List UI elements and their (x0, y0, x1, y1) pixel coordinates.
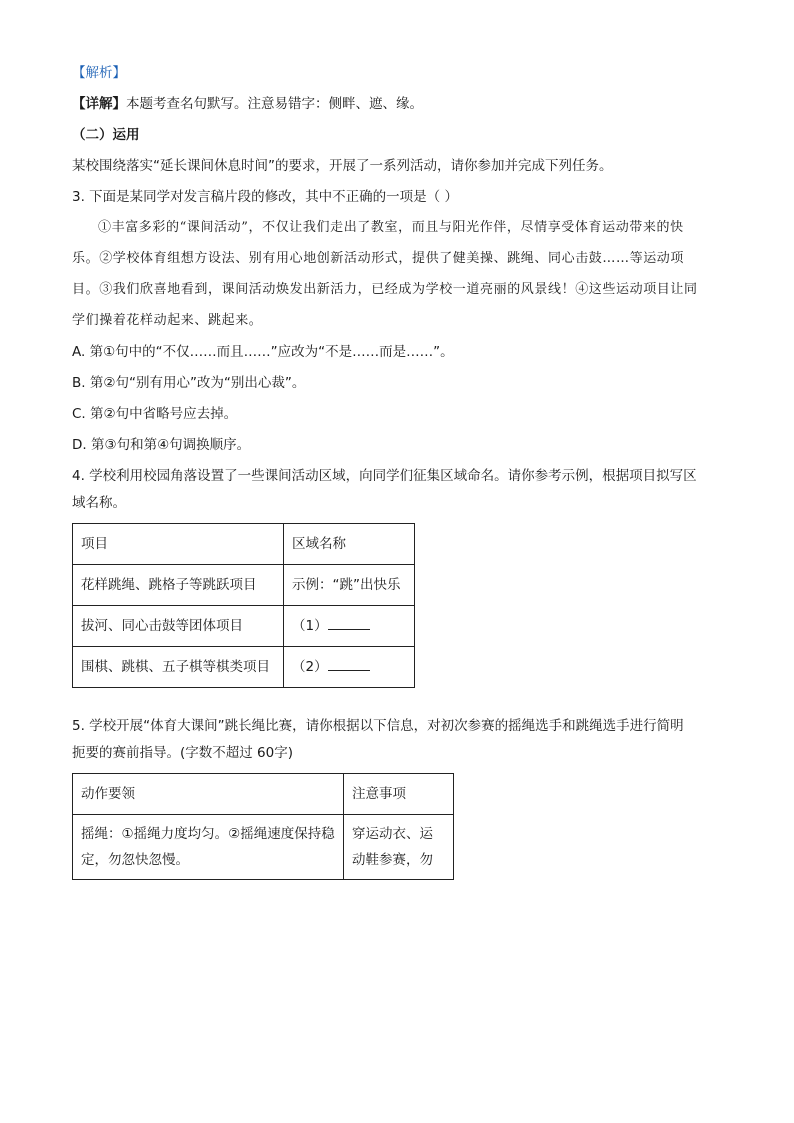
table-row (73, 815, 454, 880)
cell-project: 花样跳绳、跳格子等跳跃项目 (73, 565, 284, 606)
table-header-row (73, 524, 415, 565)
blank-number: （1） (292, 618, 328, 634)
rope-guidance-table (72, 773, 454, 880)
cell-action: 摇绳：①摇绳力度均匀。②摇绳速度保持稳定，勿忽快忽慢。 (73, 815, 344, 880)
detail-paragraph (72, 93, 732, 115)
option-c: C. 第②句中省略号应去掉。 (72, 406, 238, 422)
cell-area-blank-1 (284, 606, 415, 647)
question-3-passage (72, 217, 732, 332)
header-action: 动作要领 (73, 774, 344, 815)
question-4-stem-line2: 域名称。 (72, 495, 126, 511)
table-header-row (73, 774, 454, 815)
header-project: 项目 (73, 524, 284, 565)
area-naming-table (72, 523, 415, 688)
passage-line: 学们操着花样动起来、跳起来。 (72, 313, 263, 328)
question-5-stem-line2: 扼要的赛前指导。(字数不超过 60字) (72, 745, 294, 761)
header-area-name: 区域名称 (284, 524, 415, 565)
cell-project: 围棋、跳棋、五子棋等棋类项目 (73, 647, 284, 688)
analysis-tag: 【解析】 (72, 65, 126, 81)
table-row (73, 606, 415, 647)
option-d: D. 第③句和第④句调换顺序。 (72, 437, 251, 453)
question-5-stem-line1: 5. 学校开展“体育大课间”跳长绳比赛，请你根据以下信息，对初次参赛的摇绳选手和跳绳选手进行简明 (72, 718, 684, 734)
answer-blank[interactable] (328, 654, 370, 671)
cell-notes: 穿运动衣、运动鞋参赛，勿 (344, 815, 454, 880)
cell-area-example: 示例：“跳”出快乐 (284, 565, 415, 606)
cell-project: 拔河、同心击鼓等团体项目 (73, 606, 284, 647)
table-row (73, 565, 415, 606)
passage-line: 目。③我们欣喜地看到，课间活动焕发出新活力，已经成为学校一道亮丽的风景线！④这些运动项目让同 (72, 282, 698, 297)
detail-tag: 【详解】 (72, 96, 126, 112)
header-notes: 注意事项 (344, 774, 454, 815)
section-heading: （二）运用 (72, 127, 140, 143)
detail-text: 本题考查名句默写。注意易错字：侧畔、遮、缘。 (126, 96, 423, 112)
option-b: B. 第②句“别有用心”改为“别出心裁”。 (72, 375, 306, 391)
table-row (73, 647, 415, 688)
blank-number: （2） (292, 659, 328, 675)
document-page (72, 62, 732, 880)
cell-area-blank-2 (284, 647, 415, 688)
answer-blank[interactable] (328, 613, 370, 630)
question-3-stem: 3. 下面是某同学对发言稿片段的修改，其中不正确的一项是（ ） (72, 189, 458, 205)
passage-line: ①丰富多彩的“课间活动”，不仅让我们走出了教室，而且与阳光作伴，尽情享受体育运动带来的快 (98, 220, 684, 235)
intro-paragraph: 某校围绕落实“延长课间休息时间”的要求，开展了一系列活动，请你参加并完成下列任务。 (72, 158, 613, 174)
option-a: A. 第①句中的“不仅……而且……”应改为“不是……而是……”。 (72, 344, 454, 360)
passage-line: 乐。②学校体育组想方设法、别有用心地创新活动形式，提供了健美操、跳绳、同心击鼓……等运动项 (72, 251, 685, 266)
question-4-stem-line1: 4. 学校利用校园角落设置了一些课间活动区域，向同学们征集区域命名。请你参考示例，根据项目拟写区 (72, 468, 697, 484)
